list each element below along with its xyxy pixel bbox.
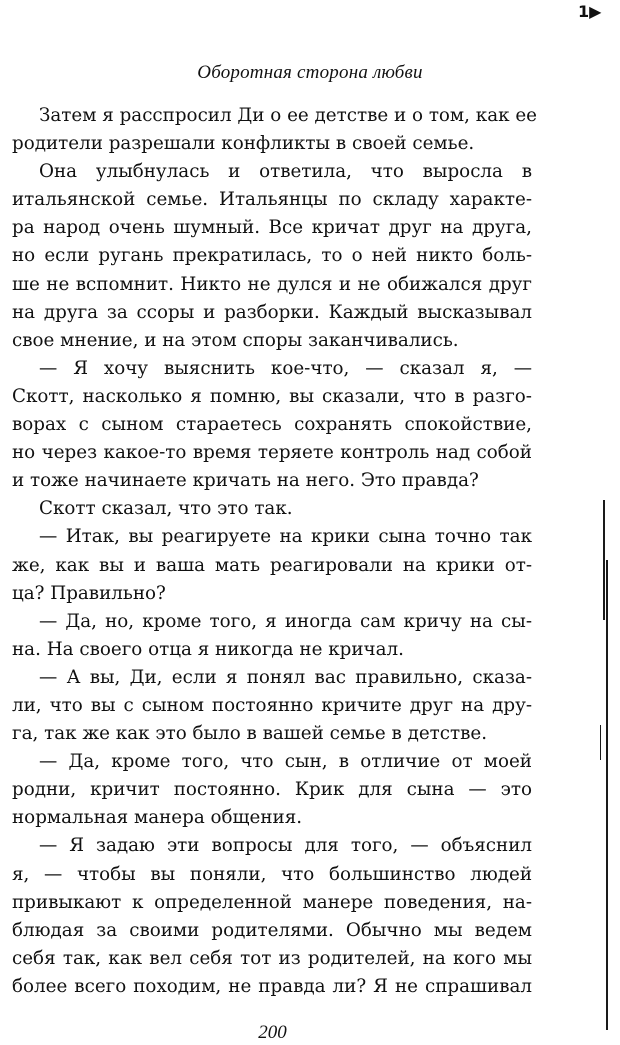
text-line: ворах с сыном стараетесь сохранять спокойствие, — [12, 414, 532, 436]
paragraph — [12, 355, 532, 495]
text-line: — Итак, вы реагируете на крики сына точно так — [39, 526, 532, 548]
paragraph — [12, 608, 532, 664]
paragraph — [12, 523, 532, 607]
paragraph — [12, 102, 537, 158]
body-text — [12, 102, 537, 1001]
text-line: ли, что вы с сыном постоянно кричите друг на дру- — [12, 694, 532, 716]
paragraph — [12, 158, 532, 355]
paragraph — [12, 748, 532, 832]
text-line: ра народ очень шумный. Все кричат друг на друга, — [12, 217, 532, 239]
gutter-shadow-line — [600, 725, 601, 760]
text-line: более всего походим, не правда ли? Я не спрашивал — [12, 975, 532, 997]
text-line: свое мнение, и на этом споры заканчивались. — [12, 329, 459, 351]
text-line: я, — чтобы вы поняли, что большинство людей — [12, 863, 532, 885]
text-line: нормальная манера общения. — [12, 807, 303, 829]
text-line: блюдая за своими родителями. Обычно мы ведем — [12, 919, 532, 941]
text-line: привыкают к определенной манере поведения, на- — [12, 891, 532, 913]
text-line: итальянской семье. Итальянцы по складу характе- — [12, 189, 532, 211]
corner-mark: 1▶ — [578, 2, 602, 21]
text-line: же, как вы и ваша мать реагировали на крики от- — [12, 554, 532, 576]
text-line: родители разрешали конфликты в своей семье. — [12, 133, 475, 155]
text-line: Затем я расспросил Ди о ее детстве и о том, как ее — [39, 105, 537, 126]
text-line: — А вы, Ди, если я понял вас правильно, сказа- — [39, 666, 532, 688]
text-line: и тоже начинаете кричать на него. Это правда? — [12, 470, 479, 492]
page-number: 200 — [258, 1022, 287, 1043]
text-line: — Я задаю эти вопросы для того, — объяснил — [39, 835, 532, 857]
text-line: ца? Правильно? — [12, 582, 166, 604]
text-line: на друга за ссоры и разборки. Каждый высказывал — [12, 301, 532, 323]
text-line: Скотт сказал, что это так. — [39, 498, 293, 520]
text-line: ше не вспомнит. Никто не дулся и не обижался друг — [12, 273, 532, 295]
text-line: Она улыбнулась и ответила, что выросла в — [39, 161, 532, 183]
text-line: родни, кричит постоянно. Крик для сына — это — [12, 779, 532, 801]
text-line: себя так, как вел себя тот из родителей, на кого мы — [12, 947, 532, 969]
text-line: на. На своего отца я никогда не кричал. — [12, 638, 404, 660]
paragraph — [12, 832, 532, 1001]
gutter-shadow-line — [603, 500, 605, 620]
gutter-shadow-line — [606, 560, 608, 1030]
text-line: — Я хочу выяснить кое-что, — сказал я, — — [39, 357, 532, 379]
text-line: но если ругань прекратилась, то о ней никто боль- — [12, 245, 532, 267]
text-line: Скотт, насколько я помню, вы сказали, что в разго- — [12, 385, 532, 407]
paragraph — [12, 495, 532, 523]
text-line: га, так же как это было в вашей семье в детстве. — [12, 723, 488, 745]
text-line: — Да, но, кроме того, я иногда сам кричу на сы- — [39, 610, 532, 632]
text-line: — Да, кроме того, что сын, в отличие от моей — [39, 751, 532, 773]
running-header: Оборотная сторона любви — [197, 62, 423, 83]
text-line: но через какое-то время теряете контроль над собой — [12, 442, 532, 464]
paragraph — [12, 664, 532, 748]
